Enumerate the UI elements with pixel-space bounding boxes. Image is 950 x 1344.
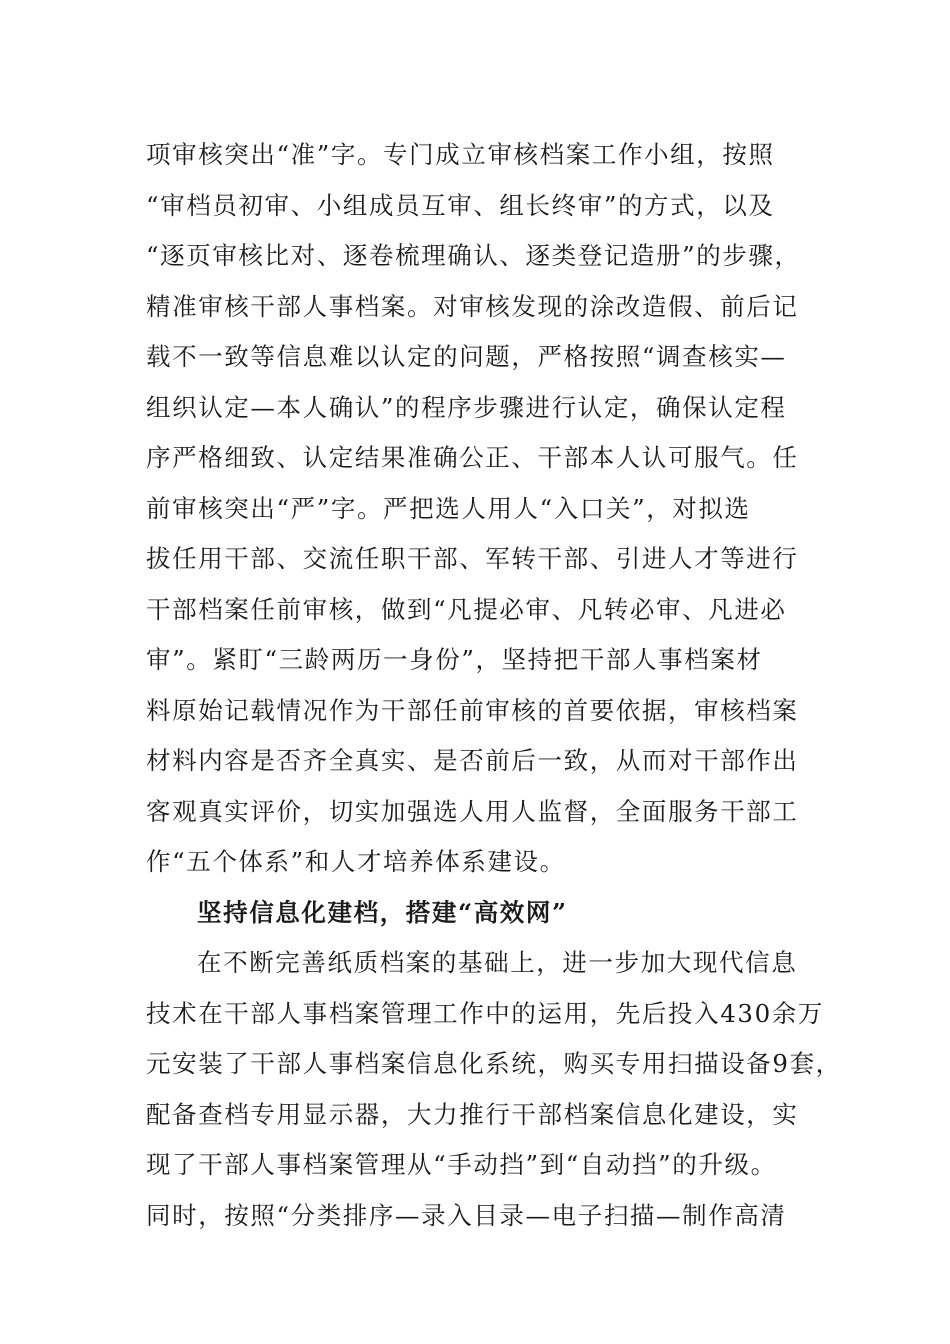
text-line: 作“五个体系”和人才培养体系建设。 [146,847,566,876]
text-line: 材料内容是否齐全真实、是否前后一致，从而对干部作出 [146,746,799,775]
text-line: 配备查档专用显示器，大力推行干部档案信息化建设，实 [146,1099,799,1129]
document-body [146,130,842,1241]
text-line: 拔任用干部、交流任职干部、军转干部、引进人才等进行 [146,544,799,573]
text-line: 现了干部人事档案管理从“手动挡”到“自动挡”的升级。 [146,1150,777,1179]
text-line: 精准审核干部人事档案。对审核发现的涂改造假、前后记 [146,291,799,321]
text-line: 在不断完善纸质档案的基础上，进一步加大现代信息 [197,948,798,977]
text-line: “逐页审核比对、逐卷梳理确认、逐类登记造册”的步骤， [146,241,801,270]
text-line: 元安装了干部人事档案信息化系统，购买专用扫描设备9套， [146,1049,842,1078]
text-line: 料原始记载情况作为干部任前审核的首要依据，审核档案 [146,695,799,725]
text-line: 序严格细致、认定结果准确公正、干部本人认可服气。任 [146,443,799,472]
text-line: 组织认定—本人确认”的程序步骤进行认定，确保认定程 [146,392,787,422]
text-line: 同时，按照“分类排序—录入目录—电子扫描—制作高清 [146,1200,787,1230]
text-line: 项审核突出“准”字。专门成立审核档案工作小组，按照 [146,140,775,169]
text-line: 审”。紧盯“三龄两历一身份”，坚持把干部人事档案材 [146,645,763,674]
text-line: 前审核突出“严”字。严把选人用人“入口关”，对拟选 [146,493,751,523]
text-line: 客观真实评价，切实加强选人用人监督，全面服务干部工 [146,796,799,826]
text-line: 载不一致等信息难以认定的问题，严格按照“调查核实— [146,342,787,371]
section-heading: 坚持信息化建档，搭建“高效网” [197,897,568,927]
text-line: 干部档案任前审核，做到“凡提必审、凡转必审、凡进必 [146,594,787,624]
text-line: “审档员初审、小组成员互审、组长终审”的方式，以及 [146,190,775,220]
text-line: 技术在干部人事档案管理工作中的运用，先后投入430余万 [146,998,824,1028]
